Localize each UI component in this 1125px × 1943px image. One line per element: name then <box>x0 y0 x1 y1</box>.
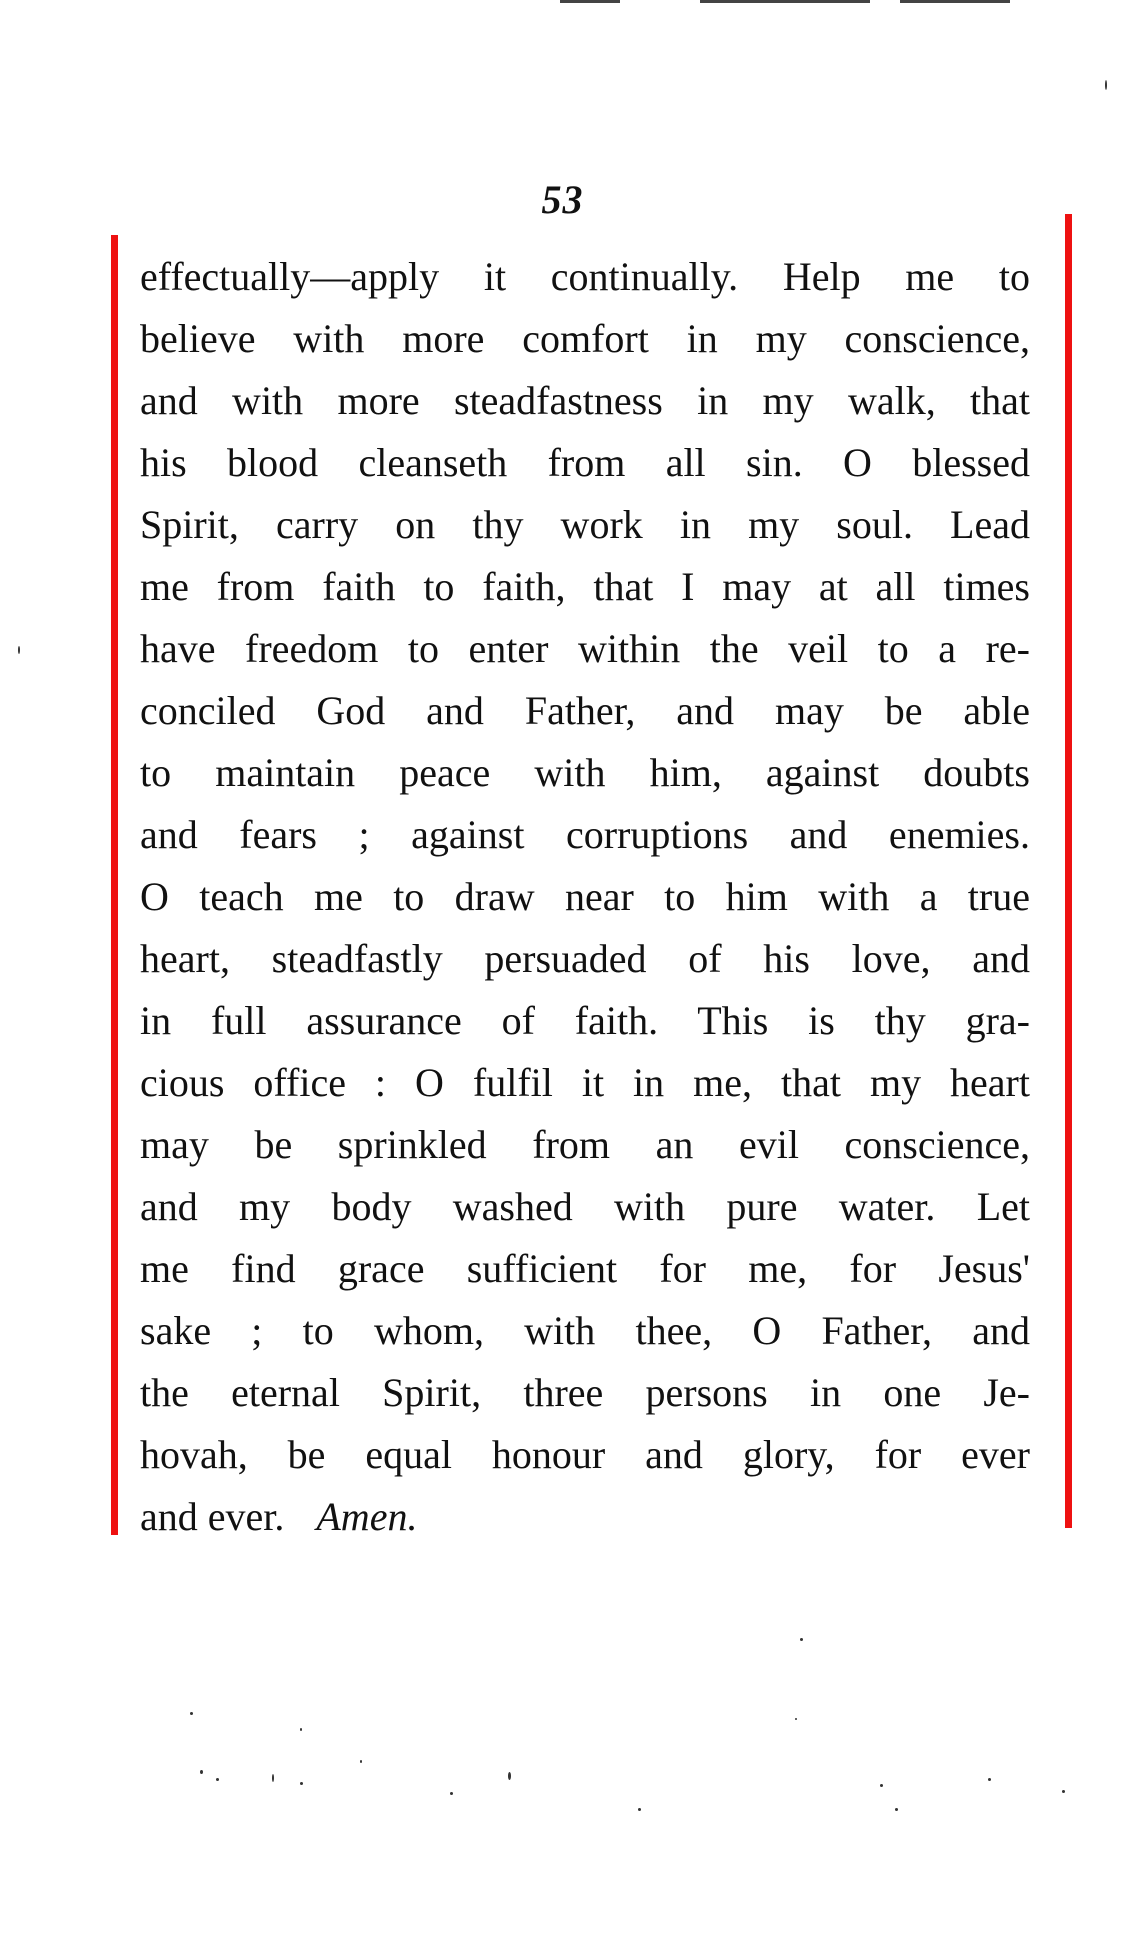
text-line: sake ; to whom, with thee, O Father, and <box>140 1308 1030 1353</box>
text-line: effectually—apply it continually. Help me to <box>140 254 1030 299</box>
paper-speck <box>272 1774 274 1782</box>
paper-speck <box>200 1770 203 1774</box>
text-line: his blood cleanseth from all sin. O blessed <box>140 440 1030 485</box>
top-edge-mark <box>900 0 1010 3</box>
text-line: hovah, be equal honour and glory, for ever <box>140 1432 1030 1477</box>
text-line: me find grace sufficient for me, for Jesus' <box>140 1246 1030 1291</box>
left-margin-rule <box>111 235 118 1535</box>
text-line: to maintain peace with him, against doubts <box>140 750 1030 795</box>
text-line: cious office : O fulfil it in me, that my heart <box>140 1060 1030 1105</box>
paper-speck <box>300 1728 302 1731</box>
last-line-text: and ever. <box>140 1494 285 1539</box>
paper-speck <box>895 1808 898 1811</box>
text-line-last <box>140 1486 1030 1548</box>
paper-speck <box>1105 80 1107 90</box>
text-line: in full assurance of faith. This is thy gra- <box>140 998 1030 1043</box>
top-edge-mark <box>700 0 870 3</box>
paper-speck <box>800 1638 803 1641</box>
text-line: me from faith to faith, that I may at all times <box>140 564 1030 609</box>
body-text <box>140 246 1030 1548</box>
text-line: heart, steadfastly persuaded of his love, and <box>140 936 1030 981</box>
paper-speck <box>795 1718 797 1720</box>
paper-speck <box>988 1778 991 1781</box>
text-line: and fears ; against corruptions and enemies. <box>140 812 1030 857</box>
page-number: 53 <box>541 177 584 222</box>
paper-speck <box>18 646 20 654</box>
text-line: have freedom to enter within the veil to a re- <box>140 626 1030 671</box>
paper-speck <box>508 1772 511 1780</box>
text-line: and my body washed with pure water. Let <box>140 1184 1030 1229</box>
paper-speck <box>638 1808 641 1811</box>
text-line: and with more steadfastness in my walk, that <box>140 378 1030 423</box>
paper-speck <box>216 1778 219 1781</box>
paper-speck <box>450 1792 453 1795</box>
text-line: believe with more comfort in my conscience, <box>140 316 1030 361</box>
text-line: Spirit, carry on thy work in my soul. Lead <box>140 502 1030 547</box>
top-edge-mark <box>560 0 620 3</box>
closing-word: Amen. <box>316 1494 418 1539</box>
paper-speck <box>1062 1790 1065 1793</box>
text-line: O teach me to draw near to him with a true <box>140 874 1030 919</box>
text-line: the eternal Spirit, three persons in one Je- <box>140 1370 1030 1415</box>
text-line: may be sprinkled from an evil conscience, <box>140 1122 1030 1167</box>
paper-speck <box>880 1784 883 1787</box>
right-margin-rule <box>1065 214 1072 1528</box>
paper-speck <box>190 1712 193 1715</box>
text-line: conciled God and Father, and may be able <box>140 688 1030 733</box>
paper-speck <box>360 1760 362 1763</box>
paper-speck <box>300 1782 303 1785</box>
